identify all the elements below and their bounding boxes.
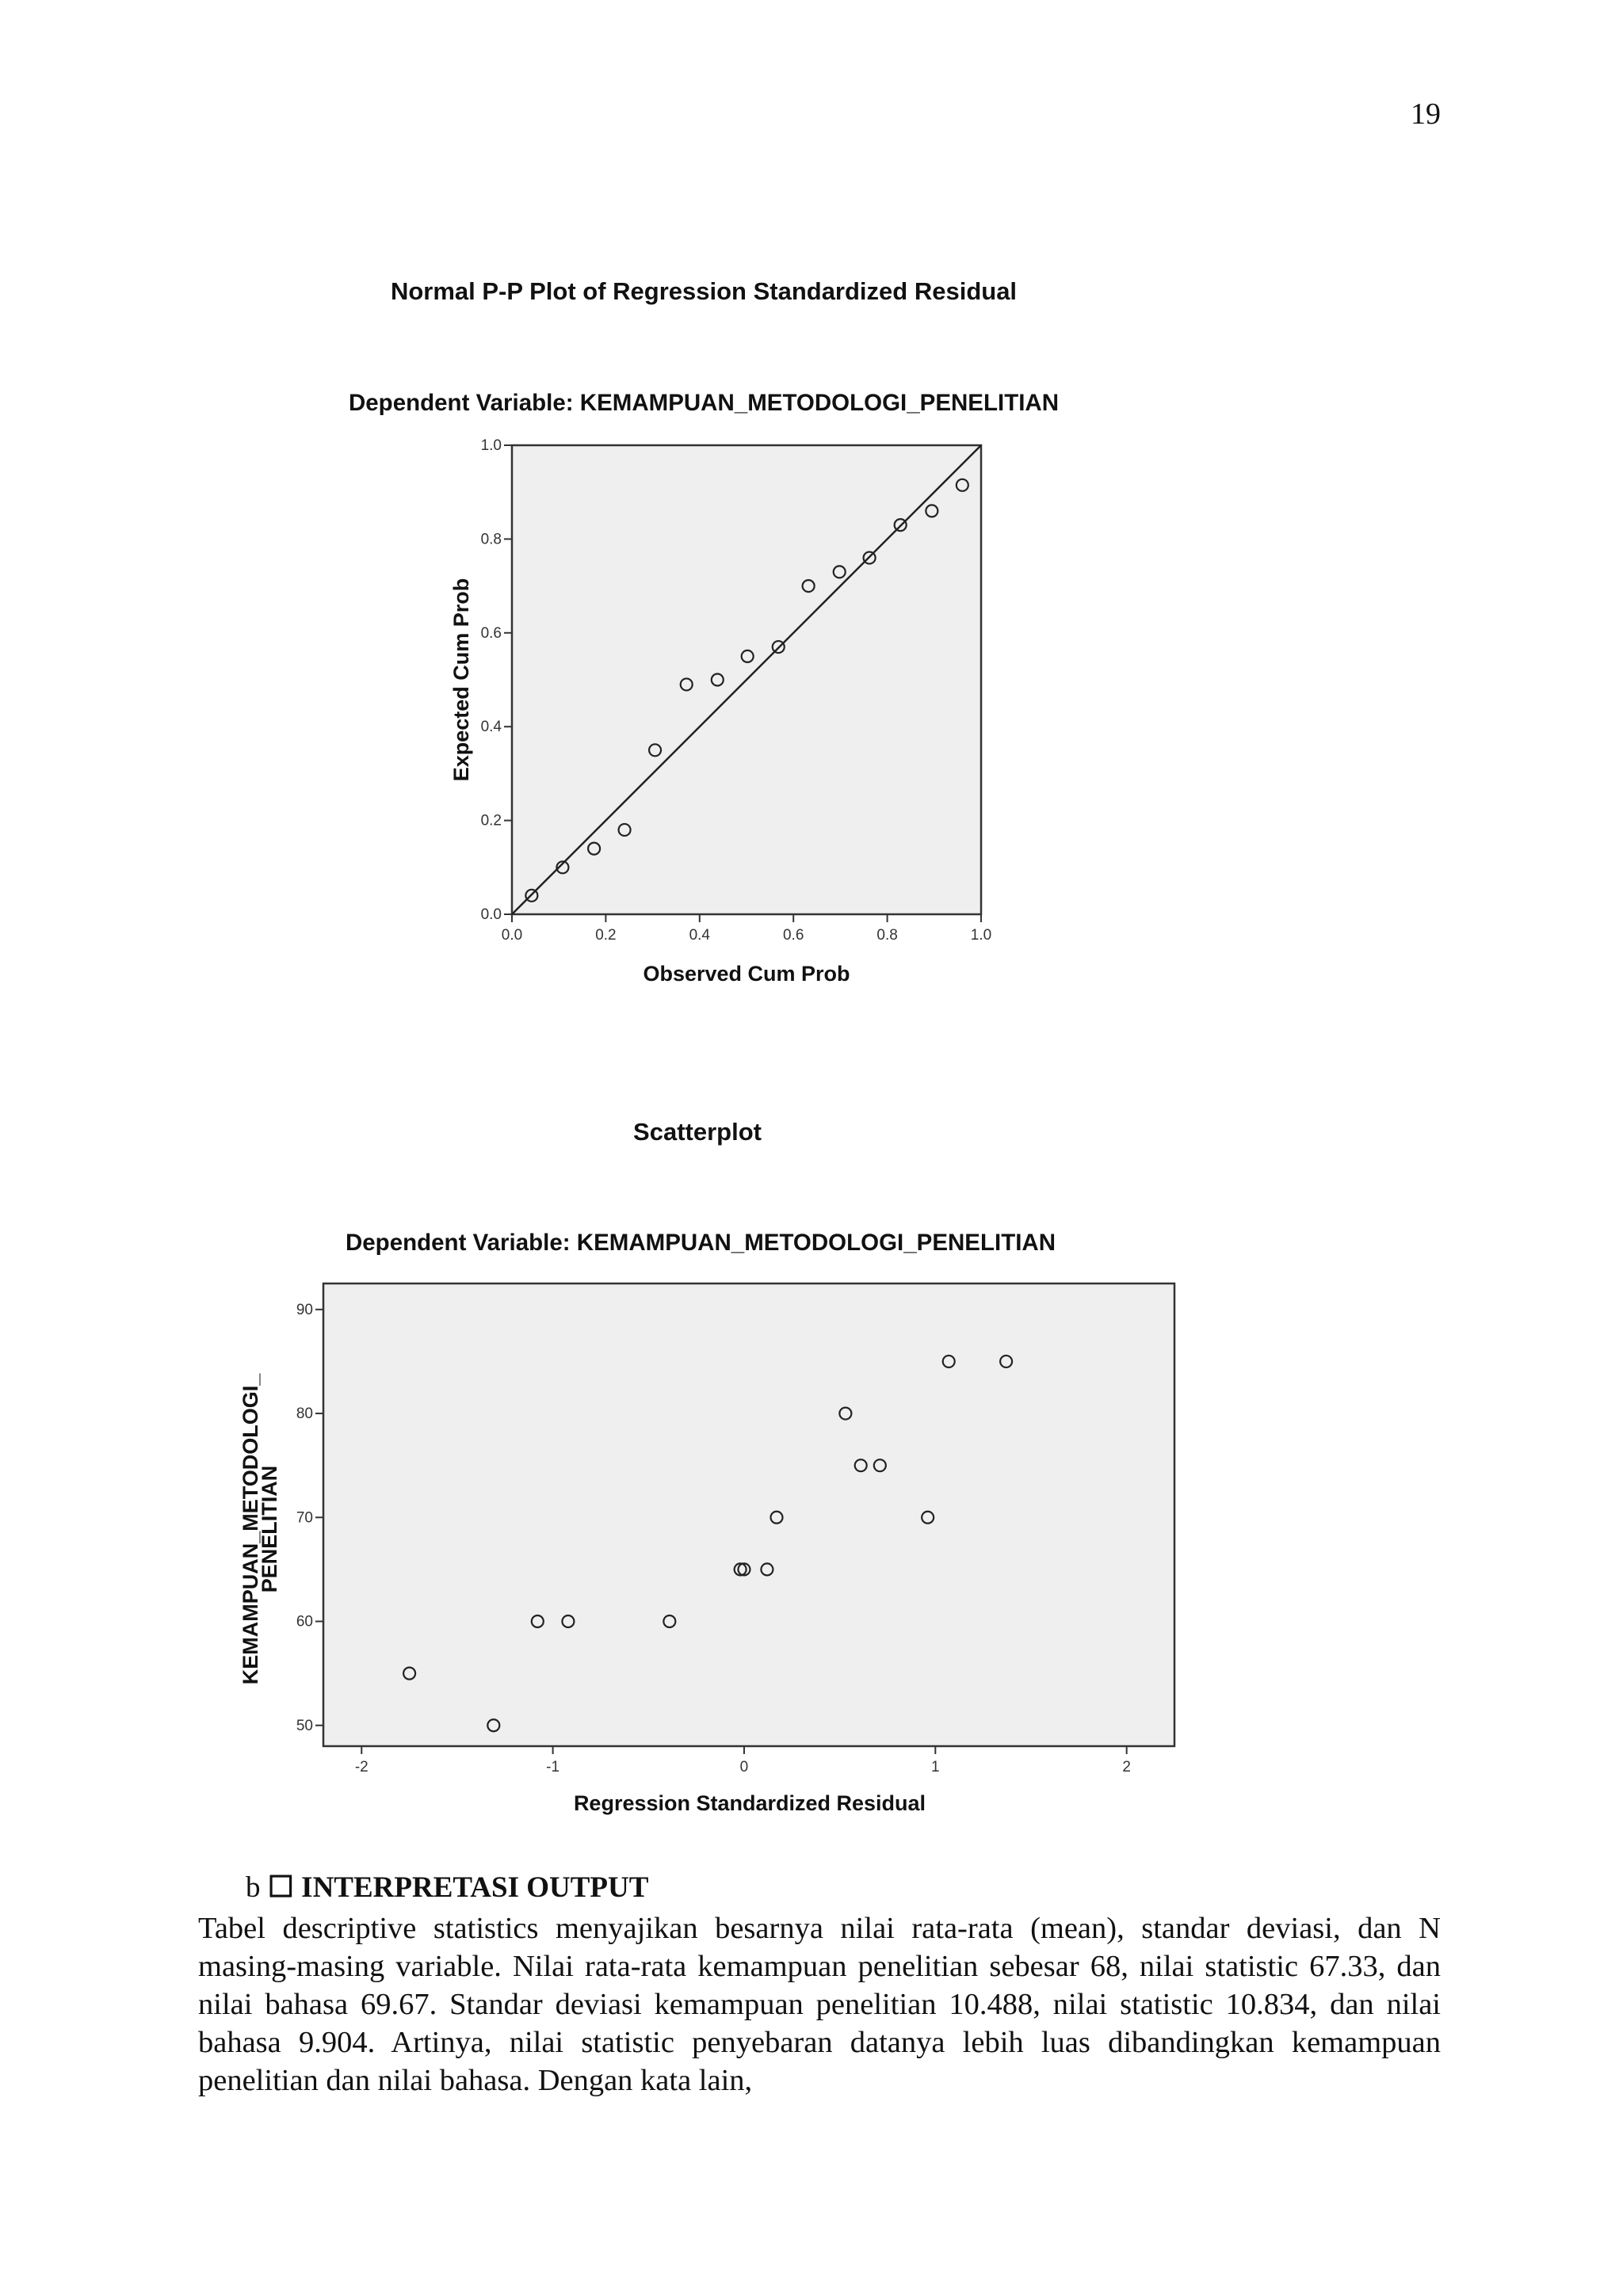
sc-ytick-label: 80 (296, 1405, 313, 1423)
sc-xtick-label: -1 (546, 1759, 560, 1775)
scatterplot-ylabel (239, 1373, 281, 1685)
scatterplot (239, 1118, 1174, 1815)
pp-ytick-label: 0.4 (480, 719, 502, 736)
pp-plot-title: Normal P-P Plot of Regression Standardized Residual (390, 277, 1018, 305)
scatterplot-subtitle: Dependent Variable: KEMAMPUAN_METODOLOGI_PENELITIAN (345, 1230, 1056, 1256)
pp-ytick-label: 0.6 (480, 624, 502, 642)
pp-xtick-label: 0.4 (689, 927, 711, 944)
sc-xtick-label: -2 (354, 1759, 369, 1775)
pp-ytick-label: 1.0 (480, 437, 502, 454)
section-marker-glyph-icon: ☐ (267, 1871, 302, 1904)
scatterplot-xlabel: Regression Standardized Residual (573, 1791, 926, 1815)
pp-xtick-label: 0.6 (782, 927, 804, 944)
pp-plot (349, 277, 1059, 986)
pp-plot-xlabel: Observed Cum Prob (643, 962, 850, 986)
pp-ytick-label: 0.2 (480, 812, 502, 830)
sc-ytick-label: 90 (296, 1301, 313, 1318)
pp-ytick-label: 0.8 (480, 531, 502, 548)
sc-ytick-label: 60 (296, 1613, 313, 1630)
scatterplot-ylabel-line-1: KEMAMPUAN_METODOLOGI_ (239, 1373, 262, 1685)
scatterplot-area (323, 1283, 1174, 1746)
pp-xtick-label: 0.2 (595, 927, 617, 944)
sc-xtick-label: 0 (739, 1759, 749, 1775)
body-paragraph: Tabel descriptive statistics menyajikan besarnya nilai rata-rata (mean), standar deviasi, dan N masing-masing variable. Nilai rata-rata kemampuan penelitian sebesar 68, nilai statistic 67.33, dan nilai bahasa 69.67. Standar deviasi kemampuan penelitian 10.488, nilai statistic 10.834, dan nilai bahasa 9.904. Artinya, nilai statistic penyebaran datanya lebih luas dibandingkan kemampuan penelitian dan nilai bahasa. Dengan kata lain, (198, 1912, 1441, 2097)
pp-xtick-label: 1.0 (970, 927, 992, 944)
section-marker: b (246, 1871, 261, 1904)
pp-plot-ylabel: Expected Cum Prob (449, 578, 473, 782)
sc-ytick-label: 50 (296, 1717, 313, 1734)
pp-ytick-label: 0.0 (480, 906, 502, 923)
sc-xtick-label: 2 (1122, 1759, 1131, 1775)
scatterplot-title: Scatterplot (633, 1118, 762, 1146)
section-heading (246, 1870, 648, 1905)
pp-plot-subtitle: Dependent Variable: KEMAMPUAN_METODOLOGI_PENELITIAN (348, 390, 1060, 416)
pp-xtick-label: 0.8 (876, 927, 898, 944)
section-heading-text: INTERPRETASI OUTPUT (301, 1871, 649, 1904)
sc-xtick-label: 1 (931, 1759, 940, 1775)
page-number: 19 (1411, 97, 1441, 131)
scatterplot-ylabel-line-2: PENELITIAN (258, 1465, 281, 1593)
sc-ytick-label: 70 (296, 1509, 313, 1527)
pp-xtick-label: 0.0 (501, 927, 523, 944)
